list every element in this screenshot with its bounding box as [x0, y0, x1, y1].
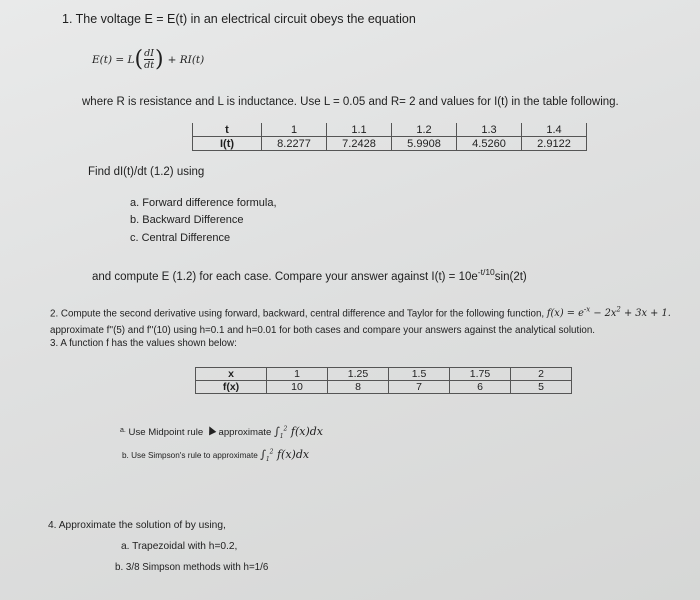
where-statement: where R is resistance and L is inductance. Use L = 0.05 and R= 2 and values for I(t) in the table following.: [82, 96, 619, 108]
question-4-title: 4. Approximate the solution of by using,: [48, 520, 226, 531]
row-label-fx: f(x): [196, 381, 267, 394]
table-cell: 6: [450, 381, 511, 394]
question-2: [50, 302, 690, 339]
table-cell: 1.5: [389, 368, 450, 381]
row-label-x: x: [196, 368, 267, 381]
equation-lhs: E(t) = L: [92, 53, 135, 66]
compute-tail: sin(2t): [494, 270, 527, 283]
question-3-title: 3. A function f has the values shown below:: [50, 338, 237, 349]
midpoint-rule-item: [120, 425, 323, 440]
simpson-rule-item: [122, 448, 309, 463]
function-expression: $f(x) = e^{-x} - 2x^2 + 3x + 1$.: [546, 306, 671, 320]
table-cell: 5: [511, 381, 572, 394]
question-2-text: 2. Compute the second derivative using forward, backward, central difference and Taylor for the following function,: [50, 308, 547, 320]
table-cell: 1.1: [327, 123, 392, 137]
integral-expression: $\int_1^2$ f(x)dx: [260, 448, 310, 464]
table-cell: 1.25: [328, 368, 389, 381]
integral-expression: $\int_1^2$ f(x)dx: [273, 425, 323, 441]
table-cell: 1: [262, 123, 327, 137]
current-table: [192, 123, 587, 151]
row-label-t: t: [193, 123, 262, 137]
voltage-equation: [92, 48, 204, 71]
exponent: -t/10: [477, 267, 495, 277]
derivative-fraction: [144, 48, 154, 71]
find-derivative-text: Find dI(t)/dt (1.2) using: [88, 166, 205, 178]
table-cell: 1: [267, 368, 328, 381]
option-backward-difference: b. Backward Difference: [130, 214, 244, 226]
fraction-denominator: dt: [144, 60, 155, 71]
question-1-title: 1. The voltage E = E(t) in an electrical circuit obeys the equation: [62, 12, 416, 26]
option-central-difference: c. Central Difference: [130, 232, 231, 244]
table-cell: 1.4: [522, 123, 587, 137]
option-simpson-38: b. 3/8 Simpson methods with h=1/6: [115, 562, 269, 573]
equation-rhs: + RI(t): [167, 53, 205, 66]
compute-text: and compute E (1.2) for each case. Compare your answer against I(t) = 10e: [92, 270, 478, 283]
table-cell: 7: [389, 381, 450, 394]
fraction-numerator: dI: [144, 48, 154, 59]
row-label-i: I(t): [193, 137, 262, 151]
approximate-text: approximate: [218, 427, 272, 438]
question-2-text-line2: approximate f''(5) and f''(10) using h=0.1 and h=0.01 for both cases and compare your answers against the analytical solution.: [50, 325, 595, 337]
option-trapezoidal: a. Trapezoidal with h=0.2,: [121, 541, 238, 552]
item-prefix: a.: [120, 427, 126, 434]
table-cell: 1.75: [450, 368, 511, 381]
table-cell: 8: [328, 381, 389, 394]
table-cell: 5.9908: [392, 137, 457, 151]
simpson-text: b. Use Simpson's rule to approximate: [122, 451, 258, 460]
table-row: [193, 123, 587, 137]
table-cell: 4.5260: [457, 137, 522, 151]
table-cell: 1.2: [392, 123, 457, 137]
left-paren: (: [134, 46, 144, 72]
table-cell: 1.3: [457, 123, 522, 137]
table-row: [196, 381, 572, 394]
option-forward-difference: a. Forward difference formula,: [130, 197, 277, 209]
right-paren: ): [155, 46, 164, 72]
table-cell: 2.9122: [522, 137, 587, 151]
table-cell: 8.2277: [262, 137, 327, 151]
mouse-cursor-icon: [206, 425, 217, 436]
table-row: [193, 137, 587, 151]
midpoint-text: Use Midpoint rule: [128, 427, 204, 438]
table-cell: 7.2428: [327, 137, 392, 151]
table-cell: 2: [511, 368, 572, 381]
table-row: [196, 368, 572, 381]
function-values-table: [195, 367, 572, 394]
table-cell: 10: [267, 381, 328, 394]
compute-statement: [92, 267, 527, 283]
